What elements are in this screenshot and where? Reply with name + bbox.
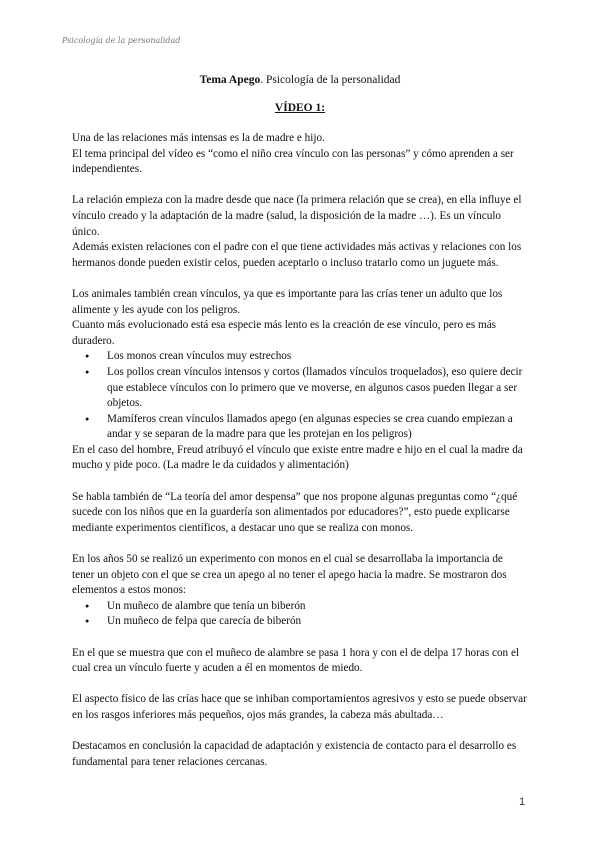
list-item: ● Los monos crean vínculos muy estrechos bbox=[107, 349, 528, 365]
document-title bbox=[0, 74, 600, 86]
paragraph: Cuanto más evolucionado está esa especie más lento es la creación de ese vínculo, pero es más duradero. bbox=[72, 319, 497, 347]
paragraph: Además existen relaciones con el padre con el que tiene actividades más activas y relaciones con los hermanos donde pueden existir celos, pueden aceptarlo o incluso tratarlo como un juguete más. bbox=[72, 241, 522, 269]
experiment-list bbox=[72, 599, 528, 630]
title-rest: . Psicología de la personalidad bbox=[260, 74, 401, 86]
paragraph: Se habla también de “La teoría del amor despensa” que nos propone algunas preguntas como “¿qué sucede con los niños que en la guardería son alimentados por educadores?”, esto puede explicarse mediante experimentos científicos, a destacar uno que se realiza con monos. bbox=[72, 490, 518, 534]
animal-bond-list bbox=[72, 349, 528, 443]
section-heading: VÍDEO 1: bbox=[274, 102, 326, 114]
running-header: Psicología de la personalidad bbox=[62, 36, 181, 45]
paragraph: Una de las relaciones más intensas es la de madre e hijo. bbox=[72, 132, 325, 144]
list-item: ● Un muñeco de alambre que tenía un biberón bbox=[107, 599, 528, 615]
paragraph: En el que se muestra que con el muñeco de alambre se pasa 1 hora y con el de delpa 17 horas con el cual crea un vínculo fuerte y acuden a él en momentos de miedo. bbox=[72, 646, 520, 675]
paragraph: En los años 50 se realizó un experimento con monos en el cual se desarrollaba la importancia de tener un objeto con el que se crea un apego al no tener el apego hacia la madre. Se mostraron dos elementos a estos monos: bbox=[72, 553, 507, 597]
list-item: ● Mamíferos crean vínculos llamados apego (en algunas especies se crea cuando empiezan a andar y se separan de la madre para que les protejan en los peligros) bbox=[107, 412, 528, 443]
page-number: 1 bbox=[519, 796, 526, 808]
paragraph: El tema principal del vídeo es “como el niño crea vínculo con las personas” y cómo aprenden a ser independientes. bbox=[72, 147, 514, 176]
list-item: ● Un muñeco de felpa que carecía de biberón bbox=[107, 614, 528, 630]
paragraph: La relación empieza con la madre desde que nace (la primera relación que se crea), en ella influye el vínculo creado y la adaptación de la madre (salud, la disposición de la madre …). Es un vínculo único. bbox=[72, 194, 522, 238]
list-item: ● Los pollos crean vínculos intensos y cortos (llamados vínculos troquelados), eso quiere decir que establece vínculos con lo primero que ve moverse, en algunos casos pueden llegar a ser objetos. bbox=[107, 365, 528, 412]
paragraph: Destacamos en conclusión la capacidad de adaptación y existencia de contacto para el desarrollo es fundamental para tener relaciones cercanas. bbox=[72, 740, 517, 768]
paragraph: El aspecto físico de las crías hace que se inhiban comportamientos agresivos y esto se puede observar en los rasgos inferiores más pequeños, ojos más grandes, la cabeza más abultada… bbox=[72, 693, 527, 721]
paragraph: Los animales también crean vínculos, ya que es importante para las crías tener un adulto que los alimente y les ayude con los peligros. bbox=[72, 287, 503, 316]
paragraph: En el caso del hombre, Freud atribuyó el vínculo que existe entre madre e hijo en el cual la madre da mucho y pide poco. (La madre le da cuidados y alimentación) bbox=[72, 443, 523, 472]
title-bold: Tema Apego bbox=[199, 74, 261, 86]
document-body bbox=[72, 131, 528, 770]
